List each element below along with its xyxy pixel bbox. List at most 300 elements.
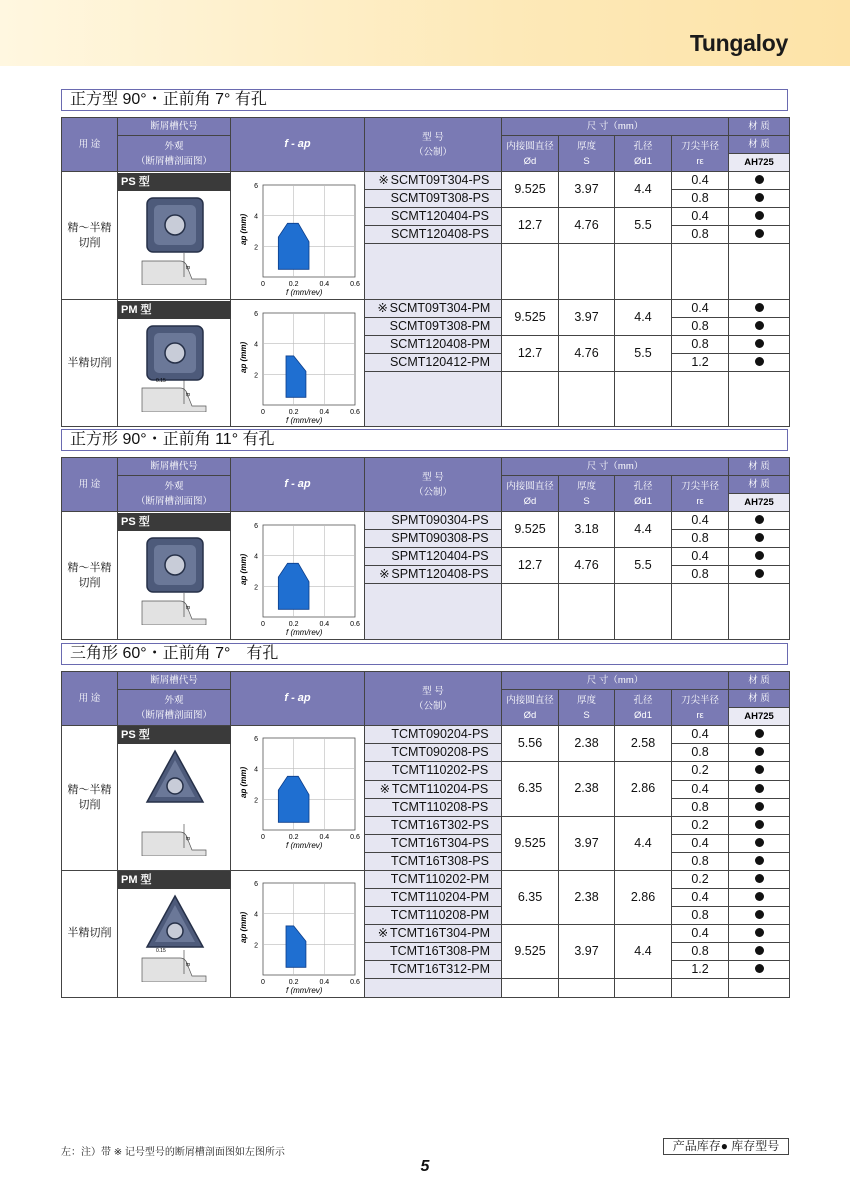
model-cell-blank: [365, 244, 502, 300]
header-section-view: （断屑槽剖面图）: [135, 709, 212, 721]
model-cell: [365, 512, 502, 530]
stock-dot-icon: [755, 729, 764, 738]
chart-wrap: [231, 726, 364, 870]
stock-cell: [729, 208, 790, 226]
model-number: SPMT120404-PS: [391, 549, 489, 563]
model-cell: [365, 943, 502, 961]
model-cell: [365, 889, 502, 907]
stock-dot-icon: [755, 321, 764, 330]
model-cell: [365, 318, 502, 336]
x-tick-label: 0: [261, 280, 265, 288]
chipbreaker-illustration: [118, 173, 230, 299]
use-cell: [62, 726, 118, 871]
x-axis-label: f (mm/rev): [286, 415, 323, 425]
y-tick-label: 6: [254, 182, 258, 190]
x-tick-label: 0.4: [319, 280, 330, 288]
empty-cell: [672, 244, 729, 300]
corner-radius-cell: 0.4: [672, 512, 729, 530]
y-axis-label: ap (mm): [239, 912, 248, 944]
model-cell: [365, 172, 502, 190]
section-title: 三角形 60°・正前角 7° 有孔: [61, 643, 788, 665]
x-tick-label: 0.2: [288, 834, 299, 841]
model-number: TCMT110204-PM: [390, 890, 490, 904]
x-axis-label: f (mm/rev): [286, 841, 323, 850]
use-label: 半精切削: [67, 356, 112, 369]
y-tick-label: 2: [254, 372, 258, 380]
dim-s-cell: 2.38: [559, 762, 615, 817]
dim-s-cell: 2.38: [559, 871, 615, 925]
model-number: SCMT09T308-PS: [390, 191, 490, 205]
x-tick-label: 0.6: [350, 834, 360, 841]
fap-chart: [234, 730, 362, 850]
stock-legend: 产品库存● 库存型号: [663, 1138, 789, 1155]
stock-dot-icon: [755, 211, 764, 220]
chart-wrap: [231, 173, 364, 299]
stock-dot-icon: [755, 357, 764, 366]
x-tick-label: 0: [261, 408, 265, 416]
x-tick-label: 0.6: [350, 408, 360, 416]
use-label: 精～半精: [67, 221, 112, 234]
header-appearance: [118, 690, 231, 726]
corner-radius-cell: 0.4: [672, 726, 729, 744]
stock-dot-icon: [755, 874, 764, 883]
use-cell: [62, 871, 118, 998]
corner-radius-cell: 0.2: [672, 762, 729, 781]
corner-radius-cell: 0.8: [672, 336, 729, 354]
header-chart: f - ap: [231, 458, 365, 512]
x-tick-label: 0.4: [319, 620, 330, 628]
y-tick-label: 4: [254, 766, 258, 774]
note-mark: ※: [378, 173, 389, 187]
header-grade: AH725: [729, 494, 790, 512]
header-s-label: 厚度: [576, 140, 596, 152]
model-number: SCMT120412-PM: [389, 355, 491, 370]
land-width-label: 0.15: [156, 377, 166, 384]
chipbreaker-badge: PS 型: [118, 513, 231, 531]
table-row: [62, 172, 790, 190]
empty-cell: [559, 244, 615, 300]
model-cell: [365, 726, 502, 744]
model-number: SPMT090304-PS: [391, 513, 489, 527]
corner-radius-cell: 0.8: [672, 907, 729, 925]
corner-radius-cell: 0.4: [672, 835, 729, 853]
stock-cell: [729, 907, 790, 925]
empty-cell: [615, 244, 672, 300]
use-label: 切削: [78, 236, 101, 249]
header-d1-label: 孔径: [633, 694, 653, 706]
x-tick-label: 0.4: [319, 979, 330, 987]
header-s-label: 厚度: [576, 694, 596, 706]
header-model-label: 型 号: [422, 131, 444, 143]
stock-cell: [729, 354, 790, 372]
model-cell: [365, 336, 502, 354]
model-number: SCMT09T304-PS: [390, 173, 490, 187]
model-number: SCMT09T308-PM: [389, 319, 491, 334]
header-re-label: 刀尖半径: [681, 480, 720, 492]
stock-cell: [729, 853, 790, 871]
empty-cell: [729, 372, 790, 427]
note-mark: ※: [379, 567, 390, 581]
table-row: [62, 871, 790, 889]
chart-wrap: [231, 871, 364, 996]
dim-d1-cell: 4.4: [615, 300, 672, 336]
note-mark: ※: [377, 301, 388, 316]
use-cell: [62, 512, 118, 640]
stock-cell: [729, 726, 790, 744]
stock-dot-icon: [755, 910, 764, 919]
header-section-view: （断屑槽剖面图）: [135, 495, 212, 507]
model-number: TCMT110202-PS: [391, 763, 489, 778]
dim-d-cell: 9.525: [502, 816, 559, 871]
stock-dot-icon: [755, 747, 764, 756]
y-tick-label: 2: [254, 243, 258, 251]
model-number: TCMT16T304-PM: [389, 926, 491, 940]
y-tick-label: 6: [254, 736, 258, 743]
header-d: [502, 136, 559, 172]
model-cell: [365, 226, 502, 244]
y-axis-label: ap (mm): [239, 553, 248, 585]
header-dims: 尺 寸（mm）: [502, 672, 729, 690]
model-cell-blank: [365, 372, 502, 427]
dim-d-cell: 12.7: [502, 336, 559, 372]
header-use: 用 途: [62, 458, 118, 512]
header-d1-label: 孔径: [633, 140, 653, 152]
dim-s-cell: 4.76: [559, 208, 615, 244]
model-cell: [365, 208, 502, 226]
header-s-symbol: S: [583, 709, 590, 721]
dim-d1-cell: 2.86: [615, 871, 672, 925]
stock-dot-icon: [755, 533, 764, 542]
model-number: SCMT120404-PS: [391, 209, 489, 223]
stock-cell: [729, 816, 790, 835]
use-cell: [62, 300, 118, 427]
chart-frame: [263, 313, 355, 405]
model-cell: [365, 798, 502, 816]
model-cell: [365, 354, 502, 372]
stock-dot-icon: [755, 551, 764, 560]
model-cell: [365, 907, 502, 925]
header-chipbreaker: 断屑槽代号: [118, 672, 231, 690]
x-tick-label: 0.6: [350, 979, 360, 987]
use-label: 精～半精: [67, 561, 112, 574]
stock-dot-icon: [755, 784, 764, 793]
insert-spec-table: [61, 117, 790, 427]
model-number: TCMT16T308-PS: [391, 854, 489, 868]
header-s-symbol: S: [583, 155, 590, 167]
model-number: TCMT16T308-PM: [389, 944, 491, 958]
chipbreaker-section-diagram: [140, 376, 208, 412]
header-d: [502, 690, 559, 726]
x-axis-label: f (mm/rev): [286, 287, 323, 297]
model-cell: [365, 190, 502, 208]
header-d1-label: 孔径: [633, 480, 653, 492]
header-model: [365, 118, 502, 172]
x-tick-label: 0.6: [350, 620, 360, 628]
header-re: [672, 476, 729, 512]
dim-d-cell: 9.525: [502, 300, 559, 336]
y-tick-label: 2: [254, 583, 258, 591]
dim-d1-cell: 5.5: [615, 548, 672, 584]
y-axis-label: ap (mm): [239, 341, 248, 373]
empty-cell: [559, 584, 615, 640]
dim-s-cell: 3.18: [559, 512, 615, 548]
model-number: TCMT16T302-PS: [391, 817, 489, 832]
dim-d-cell: 9.525: [502, 512, 559, 548]
header-s: [559, 136, 615, 172]
header-chart: f - ap: [231, 672, 365, 726]
empty-cell: [502, 584, 559, 640]
empty-cell: [672, 372, 729, 427]
header-row: [62, 458, 790, 476]
header-re-symbol: rε: [696, 155, 704, 167]
corner-radius-cell: 0.4: [672, 925, 729, 943]
x-tick-label: 0.2: [288, 408, 299, 416]
x-tick-label: 0.4: [319, 834, 330, 841]
x-axis-label: f (mm/rev): [286, 986, 323, 996]
stock-dot-icon: [755, 838, 764, 847]
chipbreaker-illustration: [118, 513, 230, 639]
x-tick-label: 0: [261, 620, 265, 628]
stock-cell: [729, 172, 790, 190]
dim-d1-cell: 2.58: [615, 726, 672, 762]
header-model-label: 型 号: [422, 471, 444, 483]
fap-chart: [234, 177, 362, 297]
dim-d1-cell: 4.4: [615, 172, 672, 208]
dim-d-cell: 6.35: [502, 762, 559, 817]
chipbreaker-cell: [118, 300, 231, 427]
table-row: [62, 300, 790, 318]
empty-cell: [615, 584, 672, 640]
stock-cell: [729, 530, 790, 548]
model-number: SCMT120408-PM: [389, 337, 491, 352]
chipbreaker-section-diagram: [140, 249, 208, 285]
model-number: SPMT090308-PS: [391, 531, 489, 545]
corner-radius-cell: 0.8: [672, 226, 729, 244]
empty-cell: [729, 244, 790, 300]
chipbreaker-cell: [118, 871, 231, 998]
empty-cell: [729, 979, 790, 998]
header-chart: f - ap: [231, 118, 365, 172]
model-number: TCMT110208-PS: [391, 799, 489, 814]
chipbreaker-section-diagram: [140, 589, 208, 625]
empty-cell: [502, 244, 559, 300]
header-re: [672, 136, 729, 172]
square-insert-icon: [144, 195, 206, 255]
empty-cell: [615, 372, 672, 427]
corner-radius-cell: 0.8: [672, 190, 729, 208]
model-number: SPMT120408-PS: [391, 567, 489, 581]
header-grade: AH725: [729, 154, 790, 172]
header-appearance-label: 外观: [164, 480, 184, 492]
stock-dot-icon: [755, 964, 764, 973]
corner-radius-cell: 0.4: [672, 300, 729, 318]
model-cell-blank: [365, 979, 502, 998]
x-tick-label: 0: [261, 979, 265, 987]
dim-d1-cell: 4.4: [615, 816, 672, 871]
corner-radius-cell: 0.4: [672, 208, 729, 226]
stock-cell: [729, 548, 790, 566]
header-model: [365, 458, 502, 512]
note-mark: ※: [377, 926, 389, 940]
tp-label: tp: [186, 391, 191, 398]
tp-label: tp: [186, 604, 191, 611]
brand-logo: Tungaloy: [689, 30, 788, 56]
corner-radius-cell: 0.8: [672, 318, 729, 336]
x-tick-label: 0.2: [288, 979, 299, 987]
dim-s-cell: 3.97: [559, 172, 615, 208]
table-row: [62, 726, 790, 744]
dim-d-cell: 5.56: [502, 726, 559, 762]
stock-cell: [729, 226, 790, 244]
model-number: TCMT110204-PS: [391, 781, 489, 796]
header-grade-label: 材 质: [729, 672, 790, 690]
empty-cell: [729, 584, 790, 640]
y-tick-label: 6: [254, 522, 258, 530]
use-label: 切削: [78, 799, 101, 811]
header-d1: [615, 136, 672, 172]
corner-radius-cell: 0.4: [672, 889, 729, 907]
model-number: SCMT09T304-PM: [389, 301, 491, 316]
y-tick-label: 6: [254, 881, 258, 889]
corner-radius-cell: 0.2: [672, 816, 729, 835]
model-cell: [365, 925, 502, 943]
header-row: [62, 118, 790, 136]
chipbreaker-cell: [118, 726, 231, 871]
corner-radius-cell: 0.8: [672, 744, 729, 762]
footnote: 左：注）带 ※ 记号型号的断屑槽剖面图如左图所示: [61, 1147, 285, 1158]
model-number: TCMT110208-PM: [390, 908, 490, 922]
tp-label: tp: [186, 836, 191, 842]
x-axis-label: f (mm/rev): [286, 627, 323, 637]
header-dims: 尺 寸（mm）: [502, 458, 729, 476]
model-cell: [365, 835, 502, 853]
header-chipbreaker: 断屑槽代号: [118, 458, 231, 476]
section-title: 正方形 90°・正前角 11° 有孔: [61, 429, 788, 451]
header-appearance: [118, 476, 231, 512]
header-grade: AH725: [729, 708, 790, 726]
model-number: SCMT120408-PS: [391, 227, 489, 241]
corner-radius-cell: 0.8: [672, 943, 729, 961]
fap-chart: [234, 875, 362, 995]
stock-cell: [729, 961, 790, 979]
header-grade-label: 材 质: [729, 476, 790, 494]
model-number: TCMT090208-PS: [391, 745, 489, 759]
corner-radius-cell: 0.4: [672, 172, 729, 190]
corner-radius-cell: 0.8: [672, 530, 729, 548]
dim-d1-cell: 4.4: [615, 512, 672, 548]
header-d1: [615, 690, 672, 726]
stock-dot-icon: [755, 892, 764, 901]
header-s-label: 厚度: [576, 480, 596, 492]
header-d-label: 内接圆直径: [506, 694, 554, 706]
stock-cell: [729, 798, 790, 816]
empty-cell: [559, 372, 615, 427]
stock-dot-icon: [755, 765, 764, 774]
stock-dot-icon: [755, 946, 764, 955]
page-number: 5: [420, 1158, 430, 1175]
header-re: [672, 690, 729, 726]
chipbreaker-illustration: [118, 301, 230, 426]
stock-dot-icon: [755, 193, 764, 202]
use-label: 精～半精: [67, 784, 112, 796]
y-tick-label: 2: [254, 797, 258, 805]
chart-wrap: [231, 513, 364, 639]
use-label: 切削: [78, 576, 101, 589]
header-use: 用 途: [62, 118, 118, 172]
stock-cell: [729, 943, 790, 961]
header-re-symbol: rε: [696, 709, 704, 721]
model-cell: [365, 961, 502, 979]
y-tick-label: 4: [254, 553, 258, 561]
chart-cell: [231, 172, 365, 300]
model-number: TCMT16T312-PM: [389, 962, 491, 976]
dim-s-cell: 3.97: [559, 925, 615, 979]
tp-label: tp: [186, 264, 191, 271]
square-insert-icon: [144, 323, 206, 383]
header-grade-label: 材 质: [729, 118, 790, 136]
y-tick-label: 4: [254, 341, 258, 349]
corner-radius-cell: 0.8: [672, 798, 729, 816]
stock-cell: [729, 925, 790, 943]
stock-cell: [729, 744, 790, 762]
stock-cell: [729, 318, 790, 336]
model-number: TCMT090204-PS: [391, 727, 489, 741]
chipbreaker-badge: PS 型: [118, 726, 231, 744]
header-appearance: [118, 136, 231, 172]
stock-dot-icon: [755, 928, 764, 937]
header-use: 用 途: [62, 672, 118, 726]
stock-cell: [729, 336, 790, 354]
x-tick-label: 0.4: [319, 408, 330, 416]
model-cell: [365, 871, 502, 889]
header-re-label: 刀尖半径: [681, 694, 720, 706]
chart-cell: [231, 871, 365, 998]
model-cell: [365, 816, 502, 835]
header-re-symbol: rε: [696, 495, 704, 507]
corner-radius-cell: 0.4: [672, 780, 729, 798]
chipbreaker-illustration: [118, 726, 230, 870]
header-d-symbol: Ød: [523, 495, 537, 507]
model-cell: [365, 762, 502, 781]
chart-cell: [231, 512, 365, 640]
triangle-insert-icon: [144, 893, 206, 953]
chipbreaker-cell: [118, 172, 231, 300]
header-d-symbol: Ød: [523, 155, 537, 167]
chart-cell: [231, 300, 365, 427]
dim-s-cell: 4.76: [559, 548, 615, 584]
y-tick-label: 6: [254, 310, 258, 318]
corner-radius-cell: 1.2: [672, 961, 729, 979]
empty-cell: [502, 979, 559, 998]
dim-s-cell: 4.76: [559, 336, 615, 372]
header-s: [559, 690, 615, 726]
empty-cell: [502, 372, 559, 427]
corner-radius-cell: 0.4: [672, 548, 729, 566]
stock-dot-icon: [755, 303, 764, 312]
triangle-insert-icon: [144, 748, 206, 808]
header-d-label: 内接圆直径: [506, 480, 554, 492]
model-number: TCMT16T304-PS: [391, 836, 489, 850]
table-row: [62, 512, 790, 530]
y-axis-label: ap (mm): [239, 766, 248, 798]
header-model-metric: （公制）: [413, 486, 452, 498]
fap-chart: [234, 517, 362, 637]
corner-radius-cell: 1.2: [672, 354, 729, 372]
tp-label: tp: [186, 962, 191, 969]
header-appearance-label: 外观: [164, 140, 184, 152]
x-tick-label: 0.2: [288, 280, 299, 288]
header-row: [62, 672, 790, 690]
